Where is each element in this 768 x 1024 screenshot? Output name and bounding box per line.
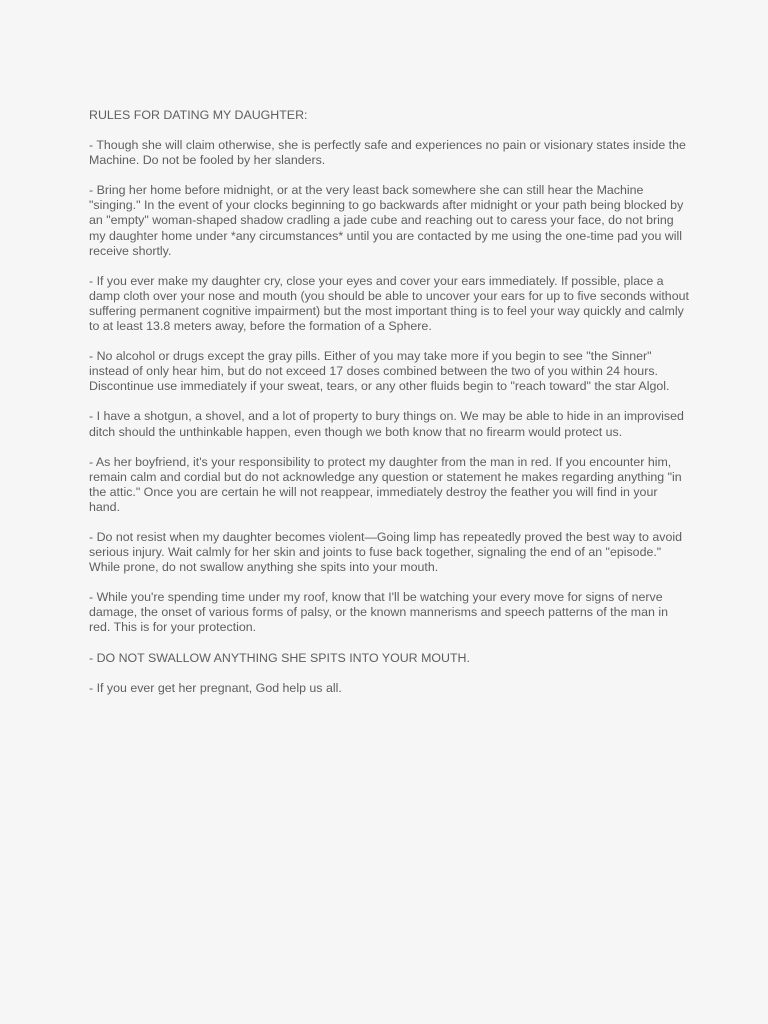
rule-paragraph: - DO NOT SWALLOW ANYTHING SHE SPITS INTO YOUR MOUTH. [89,650,470,665]
document-title: RULES FOR DATING MY DAUGHTER: [89,108,308,122]
rule-paragraph: - Do not resist when my daughter becomes violent—Going limp has repeatedly proved the best way to avoid serious injury. Wait calmly for her skin and joints to fuse back together, signaling the end of an "episode." While prone, do not swallow anything she spits into your mouth. [89,529,682,575]
document-page [89,108,689,711]
rule-paragraph: - As her boyfriend, it's your responsibility to protect my daughter from the man in red. If you encounter him, remain calm and cordial but do not acknowledge any question or statement he makes regarding anything "in the attic." Once you are certain he will not reappear, immediately destroy the feather you will find in your hand. [89,454,682,514]
rule-paragraph: - Though she will claim otherwise, she is perfectly safe and experiences no pain or visionary states inside the Machine. Do not be fooled by her slanders. [89,138,686,168]
rule-paragraph: - If you ever get her pregnant, God help us all. [89,680,342,695]
rule-paragraph: - No alcohol or drugs except the gray pills. Either of you may take more if you begin to see "the Sinner" instead of only hear him, but do not exceed 17 doses combined between the two of you within 24 hours. Discontinue use immediately if your sweat, tears, or any other fluids begin to "reach toward" the star Algol. [89,349,670,394]
rule-paragraph: - I have a shotgun, a shovel, and a lot of property to bury things on. We may be able to hide in an improvised ditch should the unthinkable happen, even though we both know that no firearm would protect us. [89,409,684,439]
rule-paragraph: - Bring her home before midnight, or at the very least back somewhere she can still hear the Machine "singing." In the event of your clocks beginning to go backwards after midnight or your path being blocked by an "empty" woman-shaped shadow cradling a jade cube and reaching out to caress your face, do not bring my daughter home under *any circumstances* until you are contacted by me using the one-time pad you will receive shortly. [89,183,684,258]
rule-paragraph: - If you ever make my daughter cry, close your eyes and cover your ears immediately. If possible, place a damp cloth over your nose and mouth (you should be able to uncover your ears for up to five seconds without suffering permanent cognitive impairment) but the most important thing is to feel your way quickly and calmly to at least 13.8 meters away, before the formation of a Sphere. [89,273,689,334]
rule-paragraph: - While you're spending time under my roof, know that I'll be watching your every move for signs of nerve damage, the onset of various forms of palsy, or the known mannerisms and speech patterns of the man in red. This is for your protection. [89,590,668,635]
